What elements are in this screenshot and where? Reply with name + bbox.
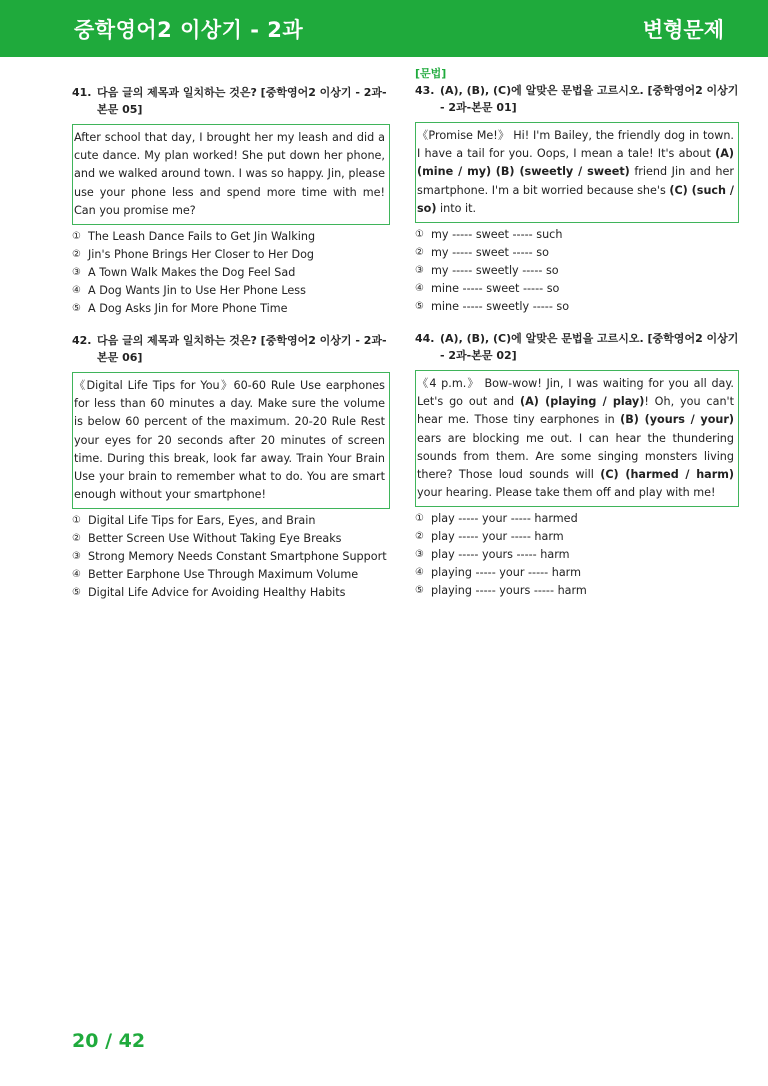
passage-box [415,122,739,223]
answer-option[interactable] [415,528,739,546]
option-text: play ----- your ----- harmed [431,512,578,526]
option-text: playing ----- your ----- harm [431,566,581,580]
answer-option[interactable] [72,548,390,566]
passage-segment: 《4 p.m.》 Bow-wow! Jin, I was waiting for you all day. Let's go out and [417,377,734,409]
option-number: ④ [415,283,424,295]
answer-option[interactable] [72,246,390,264]
option-number: ③ [72,267,81,279]
passage-box [72,372,390,509]
question-header [415,330,739,364]
option-number: ③ [72,551,81,563]
option-text: A Town Walk Makes the Dog Feel Sad [88,266,296,280]
answer-option[interactable] [72,584,390,602]
passage-text: 《Digital Life Tips for You》60-60 Rule Use earphones for less than 60 minutes a day. Make sure the volume is below 60 percent of the maximum. 20-20 Rule Rest your eyes for 20 seconds after 20 minutes of screen time. During this break, look far away. Train Your Brain Use your brain to remember what to do. You are smart enough without your smartphone! [74,379,385,502]
passage-segment: ears are blocking me out. I can hear the thundering sounds from them. Are some singing monsters living there? Those loud sounds will [417,431,734,482]
answer-option[interactable] [415,226,739,244]
question-prompt: (A), (B), (C)에 알맞은 문법을 고르시오. [중학영어2 이상기 - 2과-본문 02] [440,332,739,363]
option-number: ⑤ [72,587,81,599]
page-separator: / [105,1030,113,1052]
grammar-choice: (C) (harmed / harm) [600,468,735,482]
option-text: Strong Memory Needs Constant Smartphone Support [88,550,387,564]
option-number: ② [415,531,424,543]
question-header [72,332,390,366]
option-number: ④ [72,285,81,297]
answer-option[interactable] [415,262,739,280]
grammar-choice: (C) (such / so) [417,183,734,215]
option-number: ① [72,231,81,243]
current-page: 20 [72,1030,99,1052]
option-text: my ----- sweetly ----- so [431,264,559,278]
section-label: 변형문제 [642,18,724,42]
option-text: Digital Life Advice for Avoiding Healthy Habits [88,586,346,600]
passage-text [417,127,734,218]
answer-option[interactable] [72,228,390,246]
question-42 [72,332,390,602]
option-number: ⑤ [415,585,424,597]
option-list [72,512,390,602]
answer-option[interactable] [72,282,390,300]
question-prompt: (A), (B), (C)에 알맞은 문법을 고르시오. [중학영어2 이상기 - 2과-본문 01] [440,84,739,114]
option-list [72,228,390,318]
option-number: ④ [415,567,424,579]
option-list [415,510,739,600]
option-text: Better Earphone Use Through Maximum Volume [88,568,359,582]
option-text: Better Screen Use Without Taking Eye Breaks [88,532,342,546]
option-text: A Dog Asks Jin for More Phone Time [88,302,288,316]
passage-segment: your hearing. Please take them off and play with me! [417,486,716,500]
answer-option[interactable] [415,510,739,528]
passage-segment: 《Promise Me!》 Hi! I'm Bailey, the friendly dog in town. I have a tail for you. Oops, I mean a tale! It's about [417,129,734,161]
answer-option[interactable] [72,512,390,530]
passage-segment: friend Jin and her smartphone. I'm a bit worried because she's [417,165,734,197]
passage-box [72,124,390,225]
question-number: 43. [415,84,435,97]
answer-option[interactable] [72,264,390,282]
option-text: The Leash Dance Fails to Get Jin Walking [88,230,316,244]
page-header [0,0,768,57]
option-number: ④ [72,569,81,581]
option-number: ③ [415,549,424,561]
answer-option[interactable] [72,300,390,318]
answer-option[interactable] [415,564,739,582]
option-text: Jin's Phone Brings Her Closer to Her Dog [88,248,315,262]
option-number: ② [72,533,81,545]
option-number: ① [72,515,81,527]
total-pages: 42 [118,1030,146,1052]
option-text: play ----- your ----- harm [431,530,564,544]
question-header [72,84,390,118]
question-number: 44. [415,332,435,346]
grammar-choice: (B) (sweetly / sweet) [495,165,630,179]
left-column [72,84,390,616]
page-title: 중학영어2 이상기 - 2과 [74,18,304,42]
option-number: ② [415,247,424,259]
question-prompt: 다음 글의 제목과 일치하는 것은? [중학영어2 이상기 - 2과-본문 06] [97,334,387,365]
option-number: ② [72,249,81,261]
question-number: 41. [72,86,92,99]
option-text: Digital Life Tips for Ears, Eyes, and Brain [88,514,316,528]
question-43 [415,66,739,316]
right-column [415,66,739,614]
option-list [415,226,739,316]
grammar-tag: [문법] [415,67,447,80]
option-text: my ----- sweet ----- such [431,228,563,242]
option-text: mine ----- sweet ----- so [431,282,560,296]
question-44 [415,330,739,600]
passage-segment: ! Oh, you can't hear me. Those tiny earphones in [417,395,734,427]
answer-option[interactable] [415,298,739,316]
question-prompt: 다음 글의 제목과 일치하는 것은? [중학영어2 이상기 - 2과-본문 05] [97,86,387,116]
answer-option[interactable] [72,566,390,584]
grammar-choice: (A) (playing / play) [520,395,645,409]
option-text: my ----- sweet ----- so [431,246,549,260]
option-number: ③ [415,265,424,277]
option-text: A Dog Wants Jin to Use Her Phone Less [88,284,306,298]
option-number: ① [415,513,424,525]
passage-text [417,375,734,502]
passage-segment: into it. [436,201,477,215]
option-text: mine ----- sweetly ----- so [431,300,570,314]
answer-option[interactable] [415,582,739,600]
page-number [72,1030,145,1052]
option-text: play ----- yours ----- harm [431,548,570,562]
option-text: playing ----- yours ----- harm [431,584,587,598]
passage-text: After school that day, I brought her my leash and did a cute dance. My plan worked! She put down her phone, and we walked around town. I was so happy. Jin, please use your phone less and spend more time with me! Can you promise me? [74,131,385,217]
grammar-choice: (B) (yours / your) [620,413,734,427]
answer-option[interactable] [415,244,739,262]
option-number: ① [415,229,424,241]
answer-option[interactable] [415,280,739,298]
passage-box [415,370,739,507]
answer-option[interactable] [415,546,739,564]
grammar-choice: (A) (mine / my) [417,147,734,179]
question-41 [72,84,390,318]
question-number: 42. [72,334,92,348]
option-number: ⑤ [72,303,81,315]
answer-option[interactable] [72,530,390,548]
question-header [415,82,739,116]
option-number: ⑤ [415,301,424,313]
